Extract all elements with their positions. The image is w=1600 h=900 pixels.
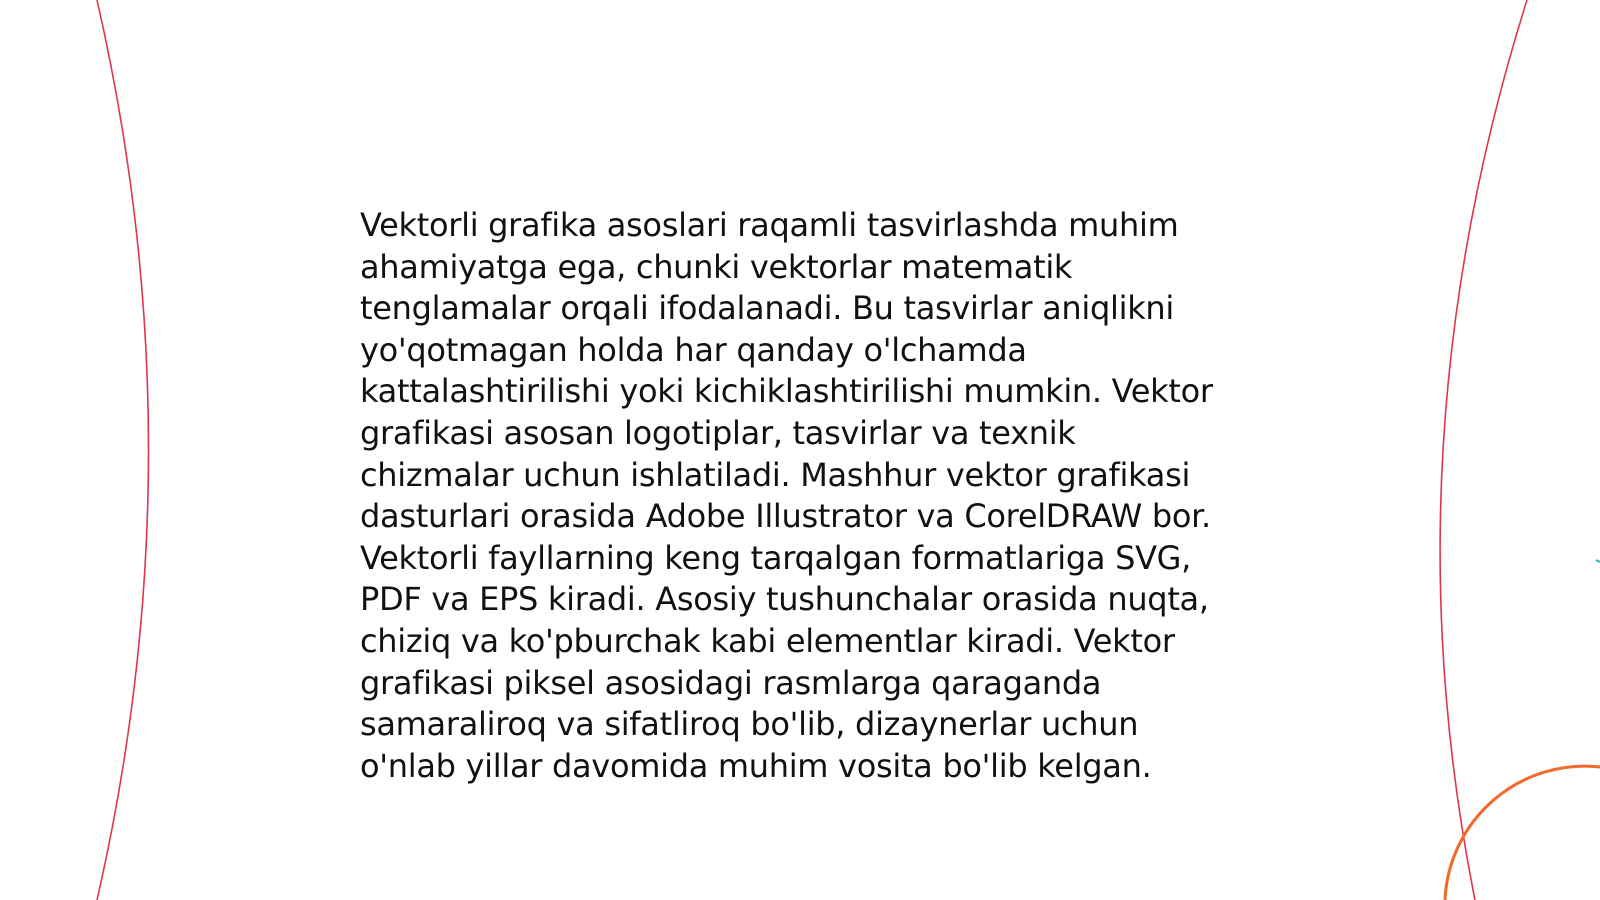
orange-circle-arc [1445,766,1600,900]
left-red-arc [97,0,149,900]
right-red-arc [1440,0,1527,900]
teal-accent-mark [1596,560,1600,562]
body-paragraph: Vektorli grafika asoslari raqamli tasvirlashda muhim ahamiyatga ega, chunki vektorlar matematik tenglamalar orqali ifodalanadi. Bu tasvirlar aniqlikni yo'qotmagan holda har qanday o'lchamda kattalashtirilishi yoki kichiklashtirilishi mumkin. Vektor grafikasi asosan logotiplar, tasvirlar va texnik chizmalar uchun ishlatiladi. Mashhur vektor grafikasi dasturlari orasida Adobe Illustrator va CorelDRAW bor. Vektorli fayllarning keng tarqalgan formatlariga SVG, PDF va EPS kiradi. Asosiy tushunchalar orasida nuqta, chiziq va ko'pburchak kabi elementlar kiradi. Vektor grafikasi piksel asosidagi rasmlarga qaraganda samaraliroq va sifatliroq bo'lib, dizaynerlar uchun o'nlab yillar davomida muhim vosita bo'lib kelgan. [360,206,1213,785]
